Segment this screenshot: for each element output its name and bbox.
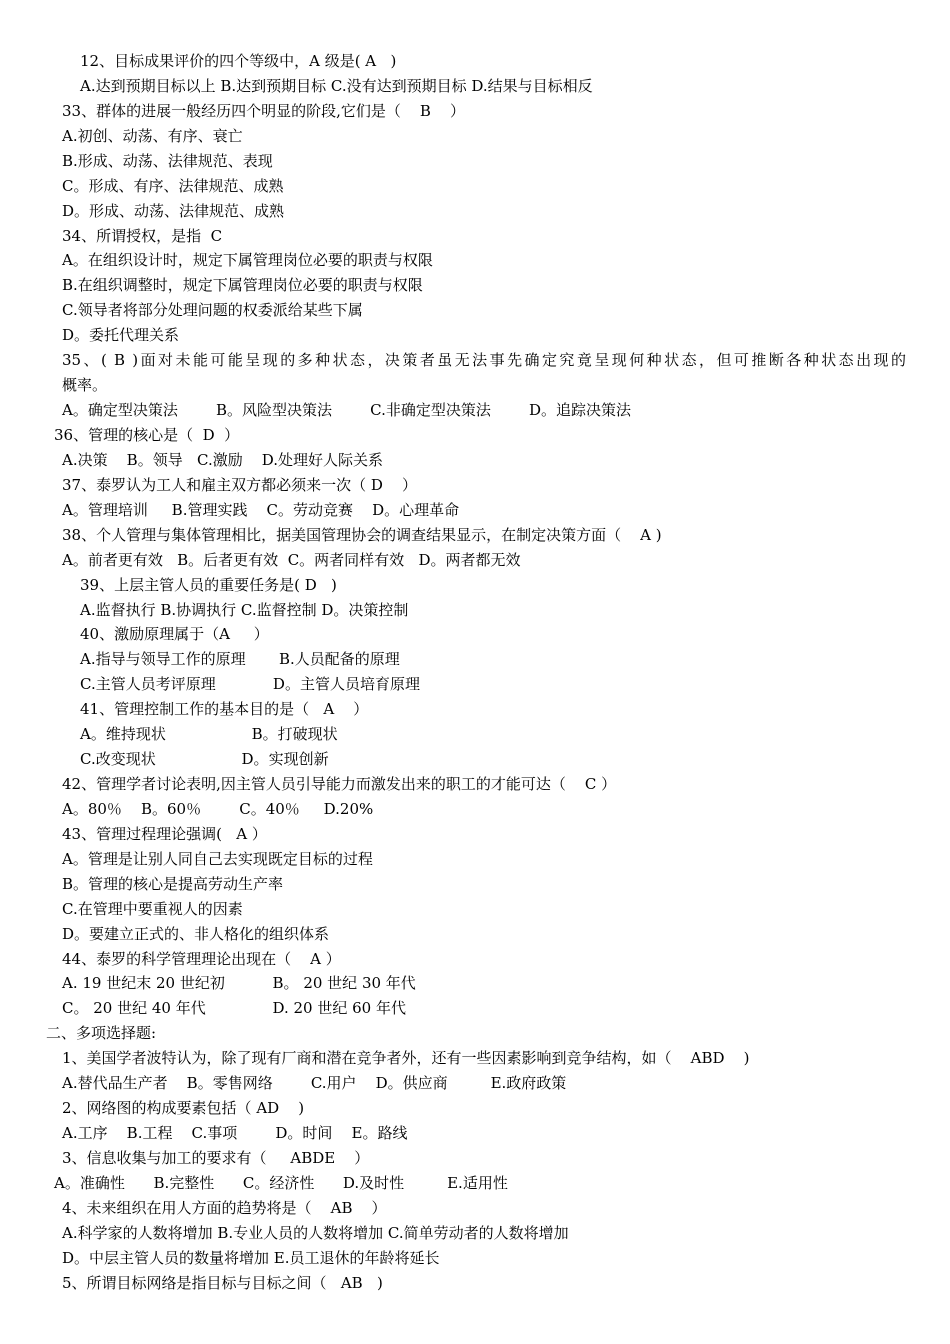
text-line: A.决策 B。领导 C.激励 D.处理好人际关系 — [62, 450, 384, 469]
text-line: A.监督执行 B.协调执行 C.监督控制 D。决策控制 — [80, 600, 409, 619]
text-line: C.主管人员考评原理 D。主管人员培育原理 — [80, 675, 420, 694]
text-line: 38、个人管理与集体管理相比，据美国管理协会的调查结果显示，在制定决策方面（ A ) — [62, 525, 662, 544]
text-line: A.指导与领导工作的原理 B.人员配备的原理 — [80, 650, 400, 669]
text-line: B.形成、动荡、法律规范、表现 — [62, 151, 273, 170]
text-line: 41、管理控制工作的基本目的是（ A ） — [80, 700, 369, 719]
text-line: 12、目标成果评价的四个等级中，A 级是( A ) — [80, 52, 397, 70]
text-line: A. 19 世纪末 20 世纪初 B。 20 世纪 30 年代 — [62, 974, 416, 993]
text-line: A。确定型决策法 B。风险型决策法 C.非确定型决策法 D。追踪决策法 — [62, 401, 632, 419]
text-line: 39、上层主管人员的重要任务是( D ) — [80, 575, 337, 594]
text-line: A。维持现状 B。打破现状 — [80, 725, 338, 744]
text-line: 二、多项选择题: — [46, 1024, 157, 1043]
text-line: A.达到预期目标以上 B.达到预期目标 C.没有达到预期目标 D.结果与目标相反 — [80, 76, 593, 95]
text-line: C。形成、有序、法律规范、成熟 — [62, 176, 284, 195]
text-line: 2、网络图的构成要素包括（ AD ) — [62, 1099, 305, 1118]
text-line: 4、未来组织在用人方面的趋势将是（ AB ） — [62, 1198, 387, 1217]
text-line: D。要建立正式的、非人格化的组织体系 — [62, 924, 330, 943]
text-line: 42、管理学者讨论表明,因主管人员引导能力而激发出来的职工的才能可达（ C ） — [62, 775, 617, 793]
text-line: 43、管理过程理论强调( A ） — [62, 824, 267, 843]
text-line: A.工序 B.工程 C.事项 D。时间 E。路线 — [62, 1124, 408, 1142]
text-line: 概率。 — [62, 376, 108, 395]
text-line: D。形成、动荡、法律规范、成熟 — [62, 201, 285, 220]
text-line: A.替代品生产者 B。零售网络 C.用户 D。供应商 E.政府政策 — [62, 1074, 567, 1093]
text-line: A。在组织设计时，规定下属管理岗位必要的职责与权限 — [62, 251, 433, 270]
text-line: C.领导者将部分处理问题的权委派给某些下属 — [62, 301, 363, 320]
text-line: D。中层主管人员的数量将增加 E.员工退休的年龄将延长 — [62, 1248, 440, 1267]
text-line: 36、管理的核心是（ D ） — [54, 425, 240, 444]
text-line: 3、信息收集与加工的要求有（ ABDE ） — [62, 1148, 370, 1167]
text-line: B。管理的核心是提高劳动生产率 — [62, 874, 284, 893]
text-line: A.科学家的人数将增加 B.专业人员的人数将增加 C.简单劳动者的人数将增加 — [62, 1223, 569, 1242]
text-line: C.在管理中要重视人的因素 — [62, 899, 243, 918]
text-line: 44、泰罗的科学管理理论出现在（ A ） — [62, 949, 341, 968]
text-line: 33、群体的进展一般经历四个明显的阶段,它们是（ B ） — [62, 101, 466, 120]
text-line: A.初创、动荡、有序、衰亡 — [62, 126, 243, 145]
text-line: 1、美国学者波特认为，除了现有厂商和潜在竞争者外，还有一些因素影响到竞争结构，如（ ABD ) — [62, 1049, 750, 1068]
text-line: 34、所谓授权，是指 C — [62, 226, 223, 245]
text-line: 5、所谓目标网络是指目标与目标之间（ AB ) — [62, 1273, 383, 1292]
text-line: 37、泰罗认为工人和雇主双方都必须来一次（ D ） — [62, 475, 417, 494]
text-line: A。准确性 B.完整性 C。经济性 D.及时性 E.适用性 — [54, 1173, 508, 1192]
text-line: C。 20 世纪 40 年代 D. 20 世纪 60 年代 — [62, 999, 406, 1018]
text-line: C.改变现状 D。实现创新 — [80, 750, 329, 768]
text-line: A。前者更有效 B。后者更有效 C。两者同样有效 D。两者都无效 — [62, 550, 521, 569]
text-line: A。管理培训 B.管理实践 C。劳动竞赛 D。心理革命 — [62, 500, 460, 519]
text-line: B.在组织调整时，规定下属管理岗位必要的职责与权限 — [62, 276, 423, 295]
text-line: 40、激励原理属于（A ） — [80, 625, 269, 644]
text-line: A。管理是让别人同自己去实现既定目标的过程 — [62, 849, 373, 868]
text-line: 35、( B )面对未能可能呈现的多种状态，决策者虽无法事先确定究竟呈现何种状态，但可推断各种状态出现的 — [62, 351, 906, 370]
text-line: A。80％ B。60％ C。40％ D.20% — [62, 799, 374, 818]
text-line: D。委托代理关系 — [62, 326, 180, 345]
